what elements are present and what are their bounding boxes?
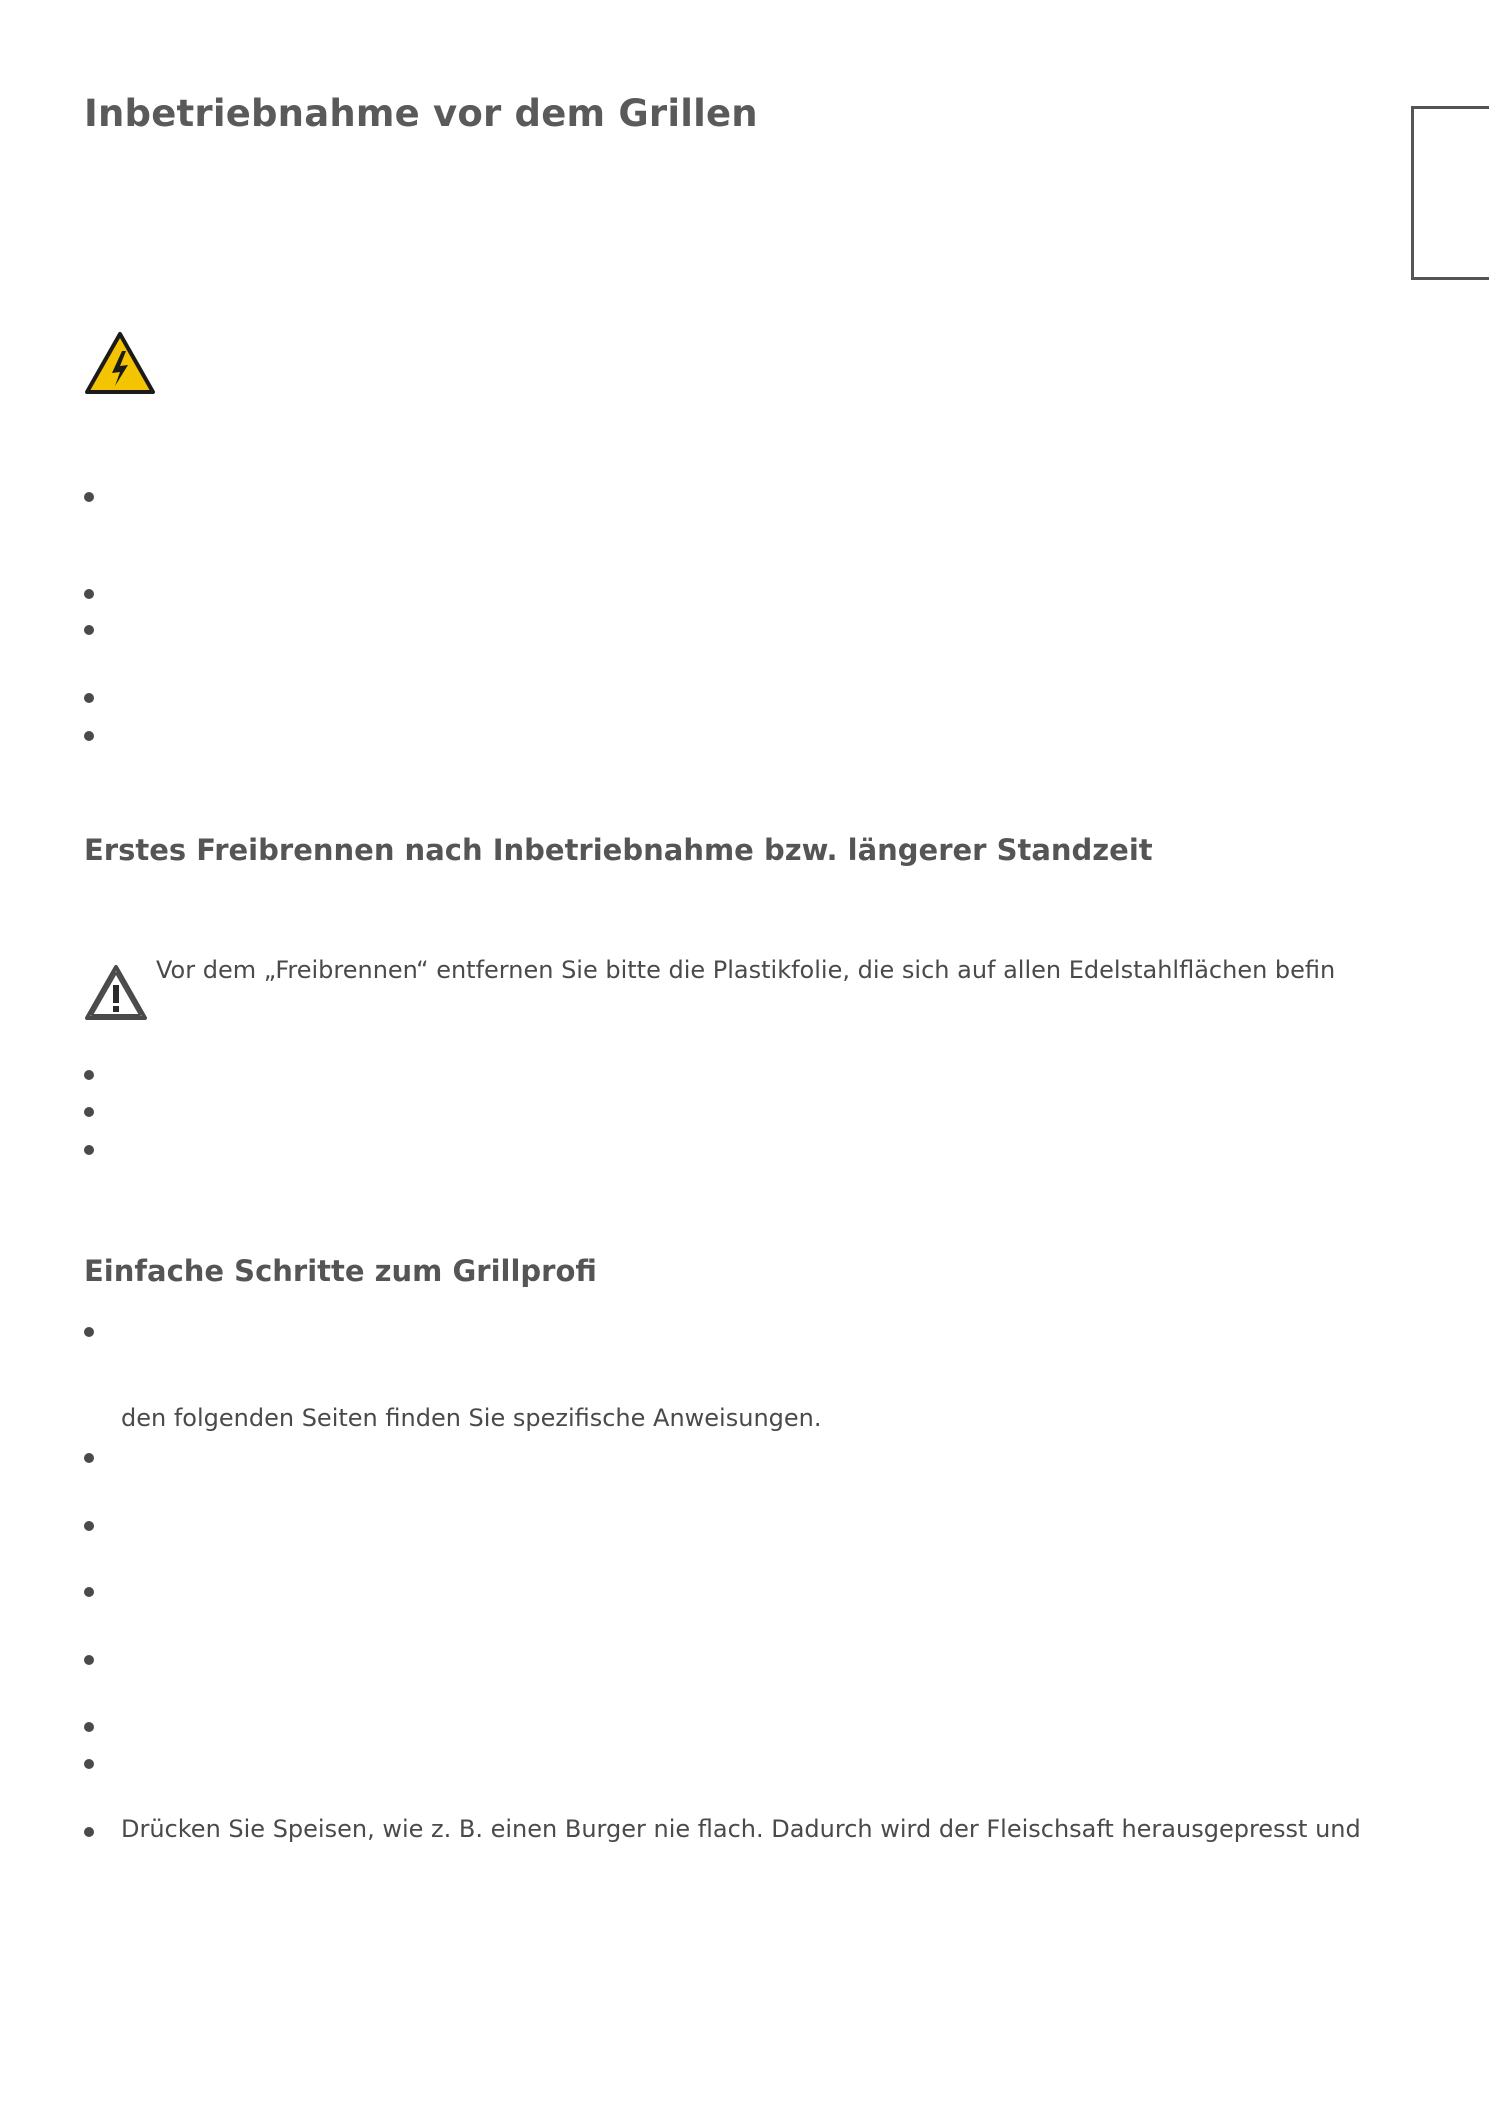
high-voltage-warning-icon: [84, 331, 156, 395]
last-bullet-text: Drücken Sie Speisen, wie z. B. einen Burger nie flach. Dadurch wird der Fleischsaft herausgepresst und: [121, 1815, 1361, 1843]
list-bullet: [84, 1145, 94, 1155]
list-bullet: [84, 1759, 94, 1769]
caution-text: Vor dem „Freibrennen“ entfernen Sie bitte die Plastikfolie, die sich auf allen Edelstahlflächen befin: [156, 956, 1336, 984]
list-bullet: [84, 1521, 94, 1531]
list-bullet: [84, 625, 94, 635]
list-bullet: [84, 589, 94, 599]
chapter-side-tab: [1411, 106, 1489, 280]
list-bullet: [84, 1070, 94, 1080]
list-bullet: [84, 492, 94, 502]
list-bullet: [84, 731, 94, 741]
list-bullet: [84, 1327, 94, 1337]
list-bullet: [84, 1827, 94, 1837]
continuation-text: den folgenden Seiten finden Sie spezifische Anweisungen.: [121, 1404, 822, 1432]
general-caution-warning-icon: [84, 963, 148, 1021]
list-bullet: [84, 1655, 94, 1665]
page-title: Inbetriebnahme vor dem Grillen: [84, 92, 758, 135]
list-bullet: [84, 693, 94, 703]
list-bullet: [84, 1453, 94, 1463]
list-bullet: [84, 1722, 94, 1732]
list-bullet: [84, 1587, 94, 1597]
list-bullet: [84, 1107, 94, 1117]
section-heading-freibrennen: Erstes Freibrennen nach Inbetriebnahme bzw. längerer Standzeit: [84, 833, 1153, 867]
section-heading-schritte: Einfache Schritte zum Grillprofi: [84, 1254, 597, 1288]
